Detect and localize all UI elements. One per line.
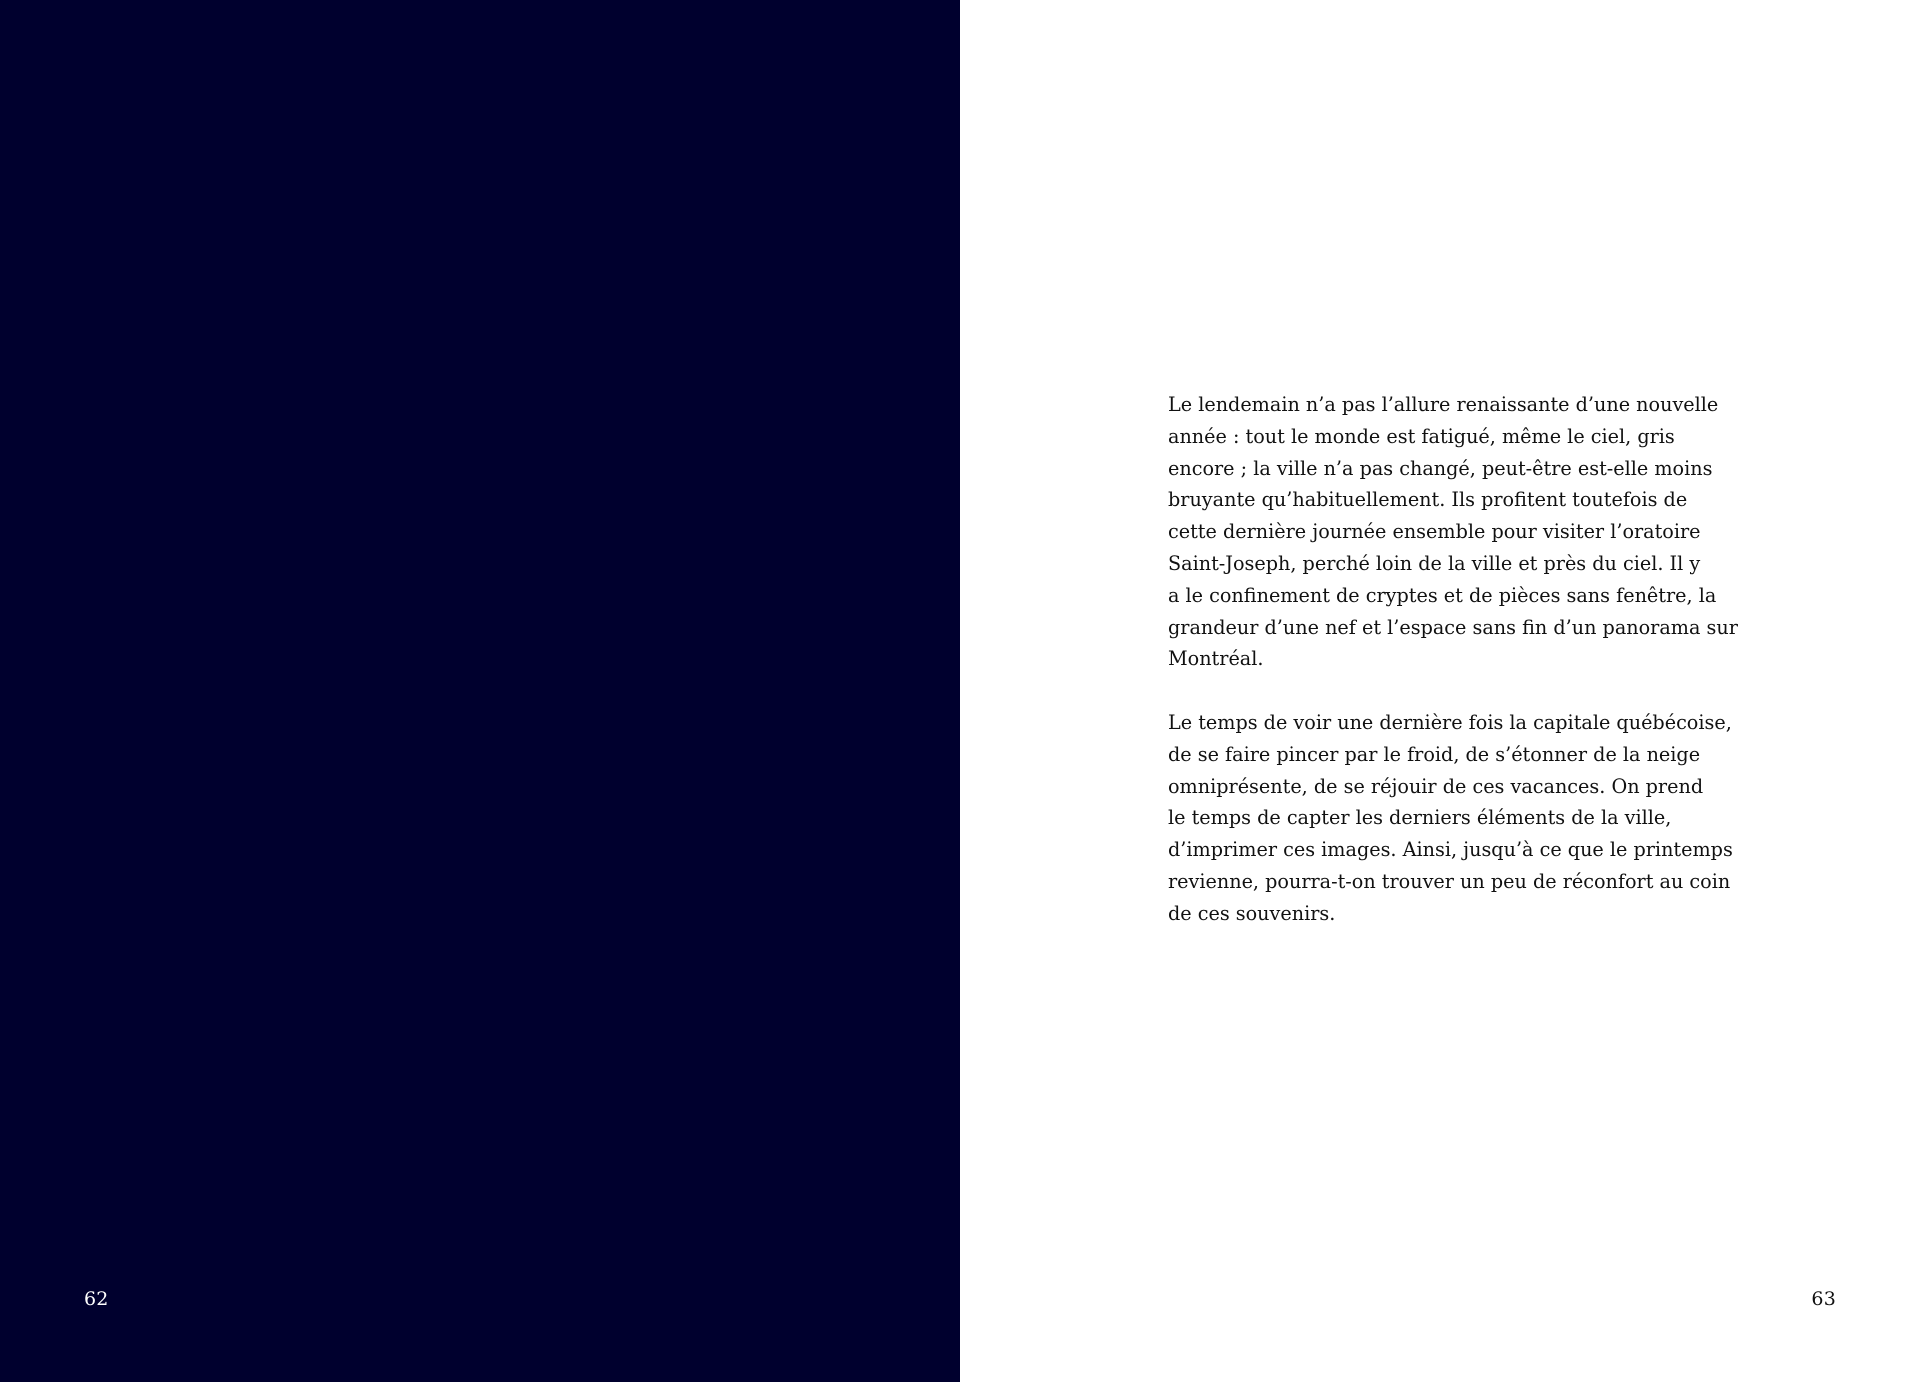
text-line: encore ; la ville n’a pas changé, peut-être est-elle moins [1168,456,1713,480]
paragraph-1 [1168,389,1748,675]
text-line: Saint-Joseph, perché loin de la ville et près du ciel. Il y [1168,551,1701,575]
text-line: de se faire pincer par le froid, de s’étonner de la neige [1168,742,1701,766]
text-line: de ces souvenirs. [1168,901,1336,925]
text-line: bruyante qu’habituellement. Ils profitent toutefois de [1168,488,1688,512]
page-number-right: 63 [1811,1288,1836,1310]
text-line: cette dernière journée ensemble pour visiter l’oratoire [1168,520,1701,544]
text-line: année : tout le monde est fatigué, même le ciel, gris [1168,424,1675,448]
body-text [1168,389,1748,930]
paragraph-2 [1168,707,1748,930]
text-line: revienne, pourra-t-on trouver un peu de réconfort au coin [1168,869,1731,893]
text-line: Le lendemain n’a pas l’allure renaissante d’une nouvelle [1168,393,1719,416]
text-line: d’imprimer ces images. Ainsi, jusqu’à ce que le printemps [1168,838,1733,862]
text-line: le temps de capter les derniers éléments de la ville, [1168,806,1672,830]
text-line: a le confinement de cryptes et de pièces sans fenêtre, la [1168,583,1717,607]
right-page [960,0,1920,1382]
page-number-left: 62 [84,1288,109,1310]
text-line: Montréal. [1168,647,1264,671]
text-line: Le temps de voir une dernière fois la capitale québécoise, [1168,710,1732,734]
text-line: grandeur d’une nef et l’espace sans fin d’un panorama sur [1168,615,1738,639]
text-line: omniprésente, de se réjouir de ces vacances. On prend [1168,774,1704,798]
